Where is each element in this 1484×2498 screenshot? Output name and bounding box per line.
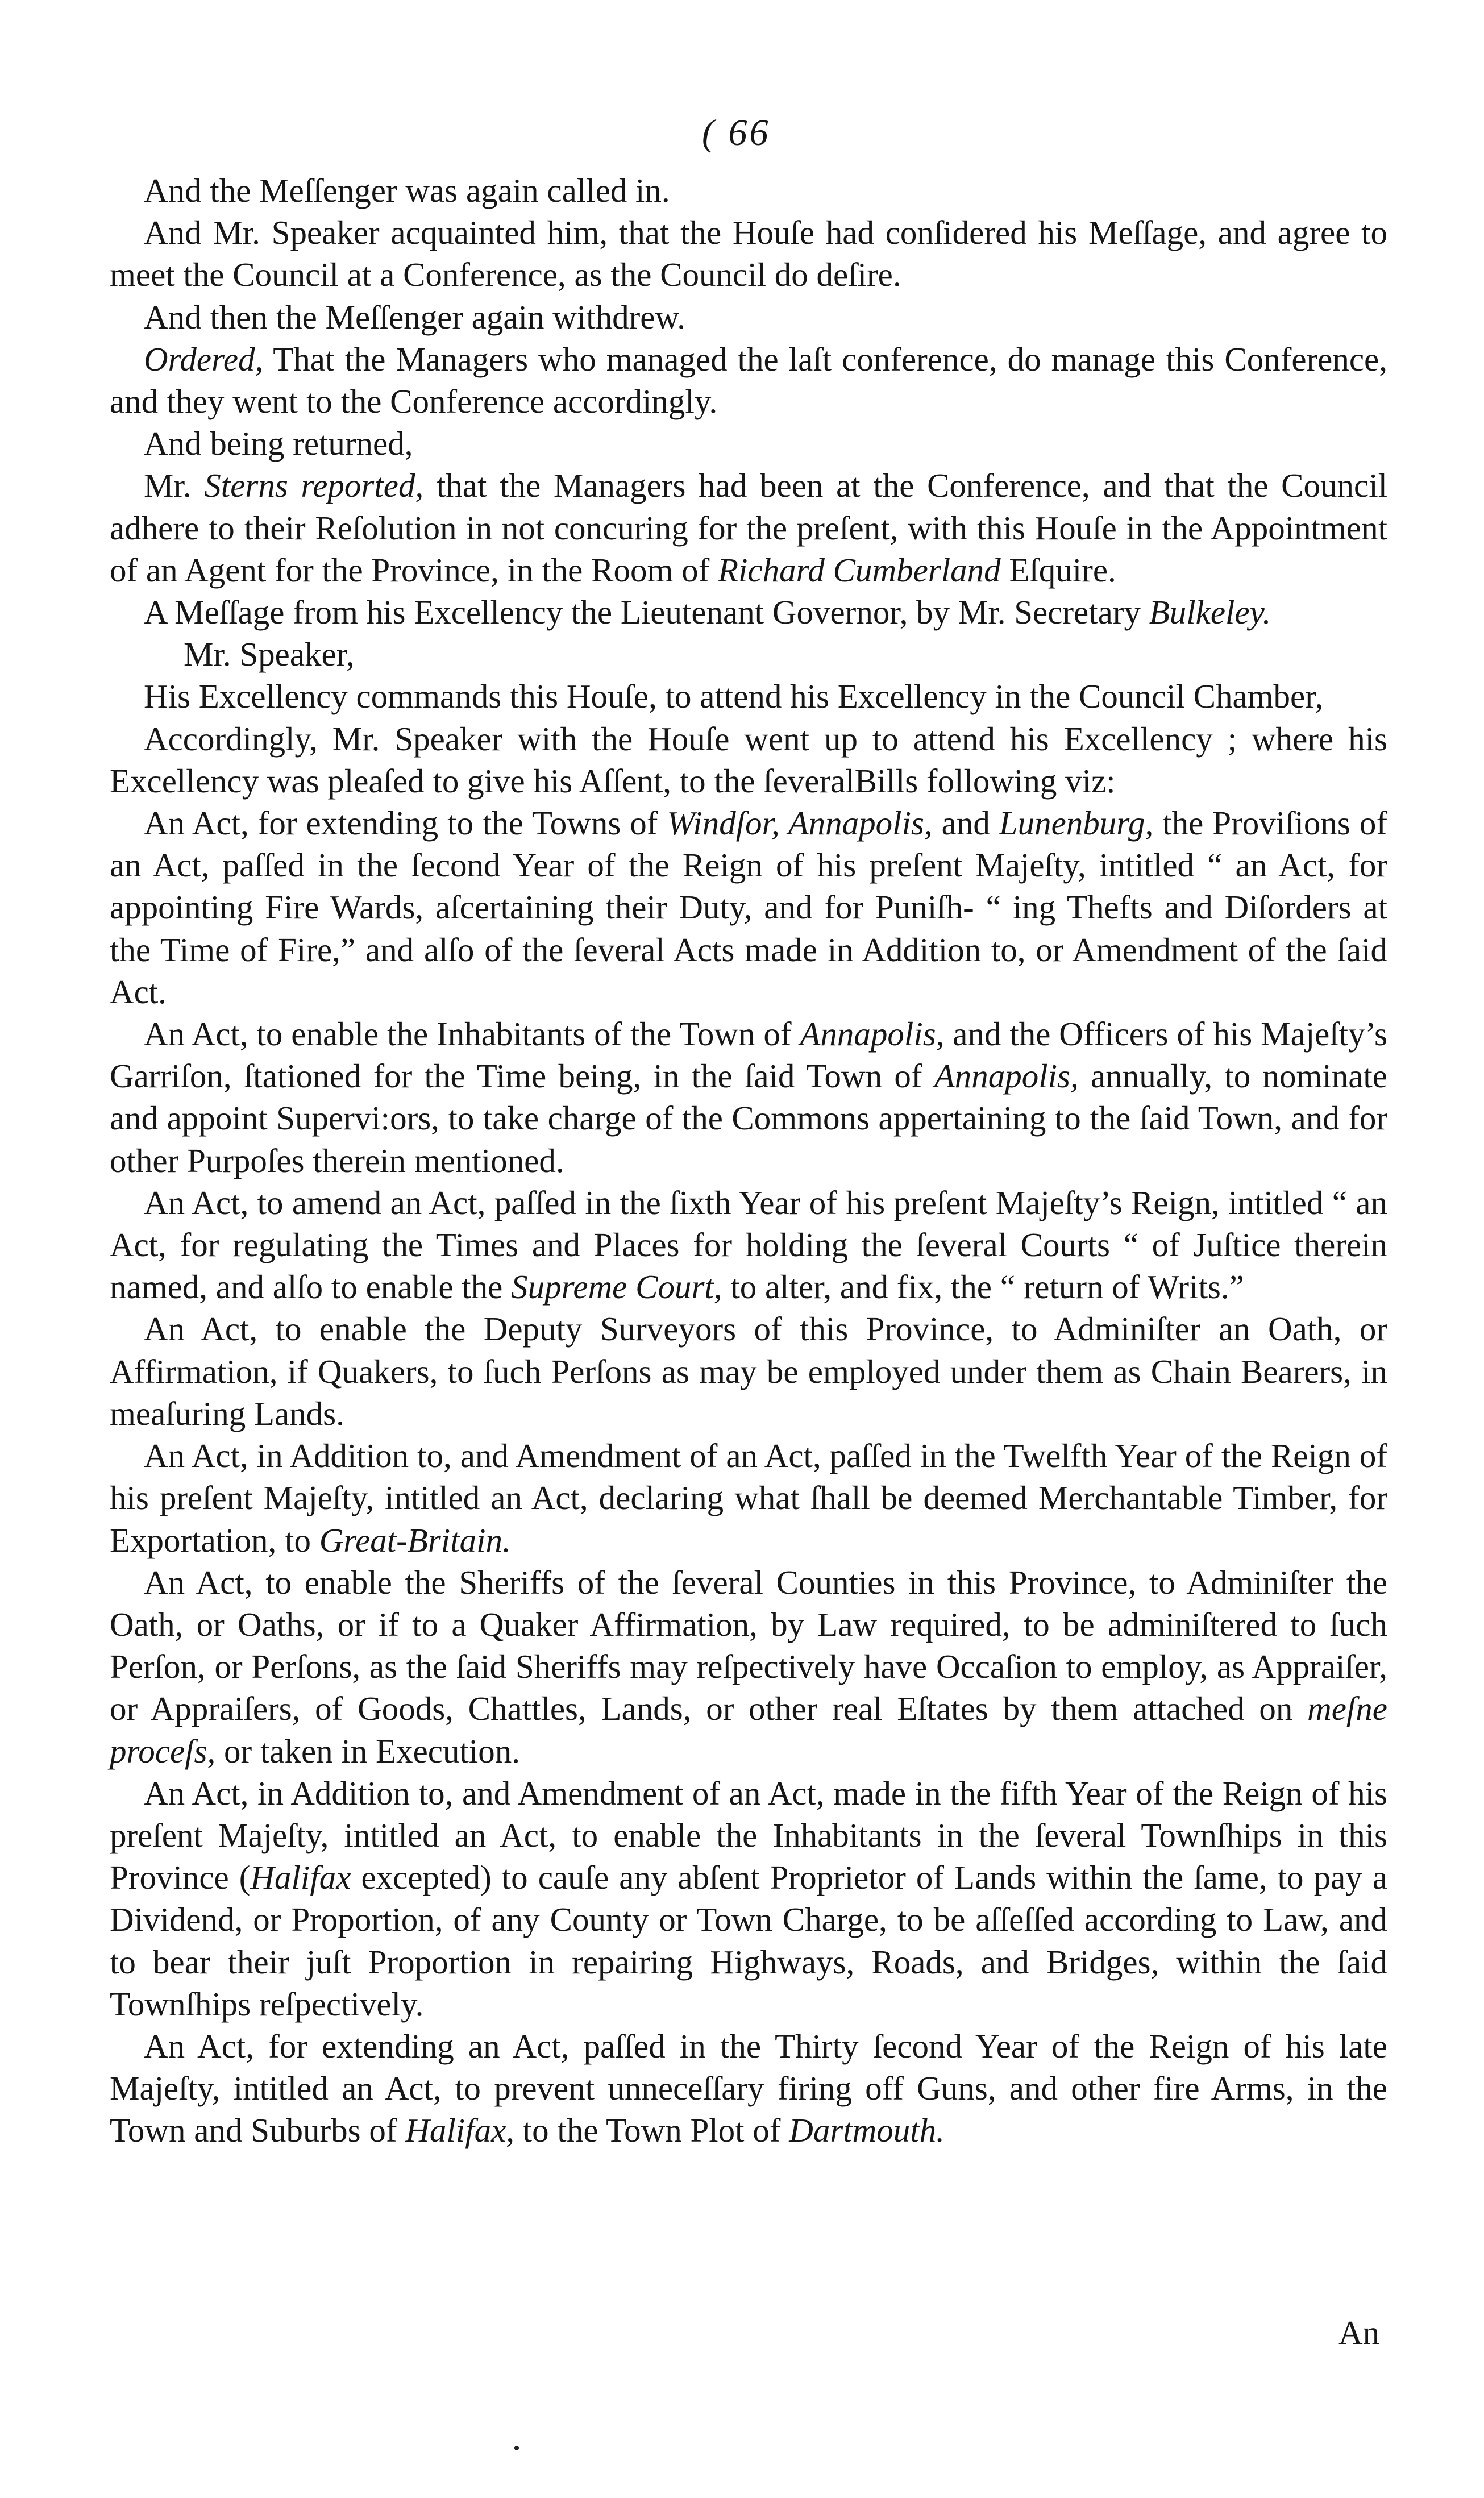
paragraph bbox=[110, 633, 1387, 675]
text-run: An Act, in Addition to, and Amendment of an Act, paſſed in the Twelfth Year of the Reign of his preſent Majeſty, intitled an Act, declaring what ſhall be deemed Merchantable Timber, for Exportation, to bbox=[110, 1437, 1387, 1559]
text-run: the Proviſions of an Act, paſſed in the ſecond Year of the Reign of his preſent Majeſty, intitled “ an Act, for appointing Fire Wards, aſcertaining their Duty, and for Puniſh- “ ing Thefts and Diſorders at the Time of Fire,” and alſo of the ſeveral Acts made in Addition to, or Amendment of the ſaid Act. bbox=[110, 804, 1387, 1011]
italic-text-run: Dartmouth. bbox=[789, 2112, 945, 2150]
text-run: that the Managers had been at the Conference, and that the Council adhere to their Reſolution in not concuring for the preſent, with this Houſe in the Appointment of an Agent for the Province, in the Room of bbox=[110, 467, 1388, 589]
catchword: An bbox=[1338, 2314, 1380, 2351]
italic-text-run: Annapolis, bbox=[934, 1057, 1079, 1095]
text-run: and the Officers of his Majeſty’s Garriſon, ſtationed for the Time being, in the ſaid Town of bbox=[110, 1015, 1387, 1095]
text-run: A Meſſage from his Excellency the Lieutenant Governor, by Mr. Secretary bbox=[144, 593, 1149, 631]
paragraph bbox=[110, 464, 1387, 591]
text-run: annually, to nominate and appoint Supervi:ors, to take charge of the Commons appertaining to the ſaid Town, and for other Purpoſes therein mentioned. bbox=[110, 1057, 1387, 1179]
text-run: And the Meſſenger was again called in. bbox=[144, 172, 670, 209]
paragraph bbox=[110, 1435, 1387, 1561]
paragraph bbox=[110, 1182, 1387, 1308]
text-run: to the Town Plot of bbox=[514, 2112, 789, 2150]
text-run: excepted) to cauſe any abſent Proprietor of Lands within the ſame, to pay a Dividend, or Proportion, of any County or Town Charge, to be aſſeſſed according to Law, and to bear their juſt Proportion in repairing Highways, Roads, and Bridges, within the ſaid Townſhips reſpectively. bbox=[110, 1859, 1388, 2023]
text-run: An Act, to enable the Sheriffs of the ſeveral Counties in this Province, to Adminiſter the Oath, or Oaths, or if to a Quaker Affirmation, by Law required, to be adminiſtered to ſuch Perſon, or Perſons, as the ſaid Sheriffs may reſpectively have Occaſion to employ, as Appraiſer, or Appraiſers, of Goods, Chattles, Lands, or other real Eſtates by them attached on bbox=[110, 1563, 1387, 1728]
text-run: Mr. Speaker, bbox=[184, 635, 355, 674]
paragraph bbox=[110, 1772, 1387, 2025]
paragraph bbox=[110, 296, 1387, 338]
page-number: ( 66 bbox=[702, 112, 771, 153]
italic-text-run: Supreme Court, bbox=[511, 1268, 722, 1306]
italic-text-run: Annapolis, bbox=[800, 1015, 945, 1053]
italic-text-run: Halifax bbox=[250, 1859, 351, 1897]
body-text bbox=[110, 169, 1387, 2152]
text-run: An Act, to enable the Deputy Surveyors of this Province, to Adminiſter an Oath, or Affirmation, if Quakers, to ſuch Perſons as may be employed under them as Chain Bearers, in meaſuring Lands. bbox=[110, 1310, 1387, 1432]
paragraph bbox=[110, 1013, 1387, 1182]
text-run: An Act, to amend an Act, paſſed in the ſixth Year of his preſent Majeſty’s Reign, intitled “ an Act, for regulating the Times and Places for holding the ſeveral Courts “ of Juſtice therein named, and alſo to enable the bbox=[110, 1183, 1387, 1306]
paragraph bbox=[110, 1308, 1387, 1435]
text-run: His Excellency commands this Houſe, to attend his Excellency in the Council Chamber, bbox=[144, 678, 1324, 716]
paragraph bbox=[110, 675, 1387, 717]
text-run: Accordingly, Mr. Speaker with the Houſe went up to attend his Excellency ; where his Excellency was pleaſed to give his Aſſent, to the ſeveralBills following viz: bbox=[110, 720, 1387, 800]
paragraph bbox=[110, 2025, 1387, 2152]
text-run: An Act, for extending to the Towns of bbox=[144, 804, 667, 842]
italic-text-run: meſne proceſs, bbox=[110, 1690, 1387, 1770]
italic-text-run: Richard Cumberland bbox=[717, 551, 1001, 589]
paragraph bbox=[110, 169, 1387, 211]
text-run: An Act, for extending an Act, paſſed in the Thirty ſecond Year of the Reign of his late Majeſty, intitled an Act, to prevent unneceſſary firing off Guns, and other fire Arms, in the Town and Suburbs of bbox=[110, 2027, 1387, 2150]
text-run: Mr. bbox=[144, 467, 205, 505]
text-run: Eſquire. bbox=[1000, 551, 1116, 589]
text-run: And Mr. Speaker acquainted him, that the Houſe had conſidered his Meſſage, and agree to meet the Council at a Conference, as the Council do deſire. bbox=[110, 214, 1387, 294]
italic-text-run: Sterns reported, bbox=[204, 467, 424, 505]
text-run: And then the Meſſenger again withdrew. bbox=[144, 298, 685, 336]
italic-text-run: Bulkeley. bbox=[1149, 593, 1271, 631]
ink-speck bbox=[514, 2446, 519, 2450]
text-run: to alter, and fix, the “ return of Writs.” bbox=[722, 1268, 1244, 1306]
italic-text-run: Halifax, bbox=[405, 2112, 515, 2150]
paragraph bbox=[110, 718, 1387, 802]
italic-text-run: Great-Britain. bbox=[319, 1521, 511, 1559]
italic-text-run: Windſor, Annapolis, bbox=[667, 804, 933, 842]
italic-text-run: Ordered, bbox=[144, 340, 264, 378]
paragraph bbox=[110, 422, 1387, 464]
text-run: An Act, in Addition to, and Amendment of an Act, made in the fifth Year of the Reign of his preſent Majeſty, intitled an Act, to enable the Inhabitants in the ſeveral Townſhips in this Province ( bbox=[110, 1774, 1387, 1897]
text-run: An Act, to enable the Inhabitants of the Town of bbox=[144, 1015, 800, 1053]
paragraph bbox=[110, 591, 1387, 633]
paragraph bbox=[110, 211, 1387, 296]
text-run: or taken in Execution. bbox=[215, 1732, 521, 1770]
text-run: And being returned, bbox=[144, 425, 413, 463]
text-run: That the Managers who managed the laſt conference, do manage this Conference, and they went to the Conference accordingly. bbox=[110, 340, 1387, 421]
paragraph bbox=[110, 1561, 1387, 1772]
paragraph bbox=[110, 802, 1387, 1013]
text-run: and bbox=[932, 804, 999, 842]
paragraph bbox=[110, 338, 1387, 422]
italic-text-run: Lunenburg, bbox=[999, 804, 1154, 842]
